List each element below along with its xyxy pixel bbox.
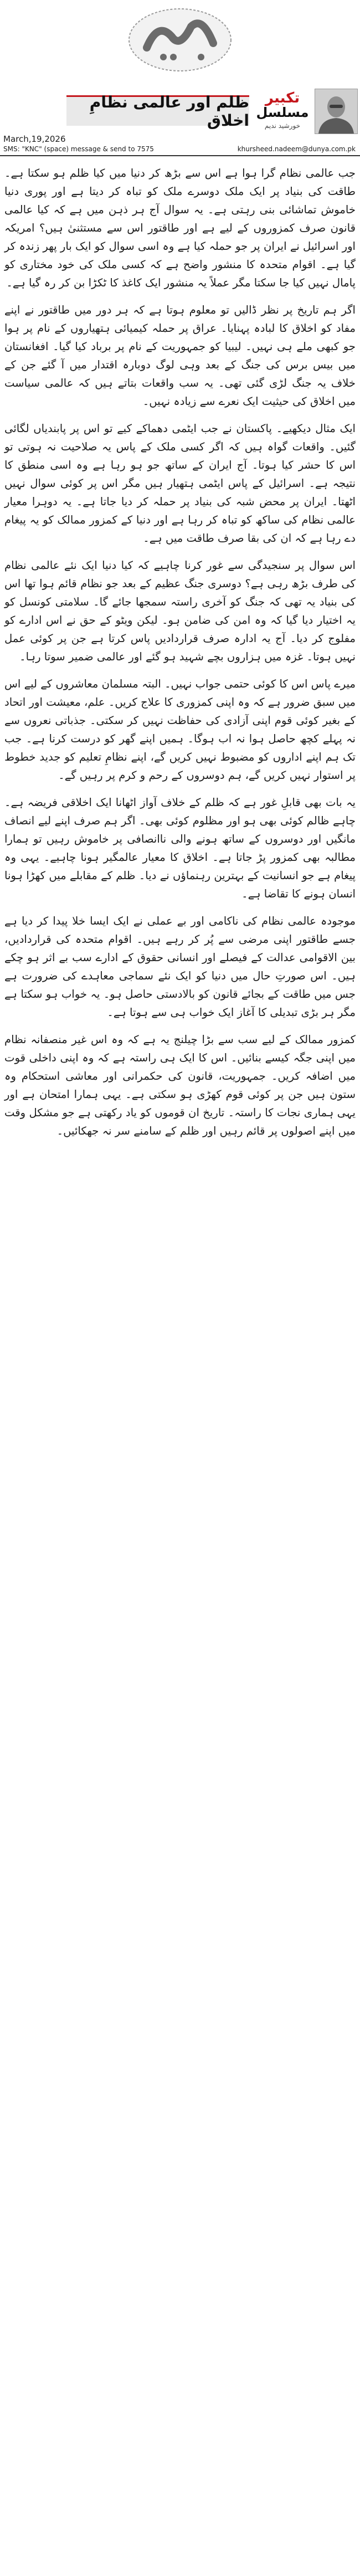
paragraph: میرے پاس اس کا کوئی حتمی جواب نہیں۔ البتہ مسلمان معاشروں کے لیے اس میں سبق ضرور ہے کہ وہ اپنی کمزوری کا علاج کریں۔ علم، معیشت اور اتحاد کے بغیر کوئی قوم اپنی آزادی کی حفاظت نہیں کر سکتی۔ جذباتی نعروں سے نہ پہلے کچھ حاصل ہوا نہ اب ہوگا۔ ہمیں اپنے گھر کو درست کرنا ہے۔ جب تک ہم اپنے اداروں کو مضبوط نہیں کریں گے، اپنے نظامِ تعلیم کو جدید خطوط پر استوار نہیں کریں گے، ہم دوسروں کے رحم و کرم پر رہیں گے۔ [4,678,356,782]
paragraph: جب عالمی نظام گرا ہوا ہے اس سے بڑھ کر دنیا میں کیا ظلم ہو سکتا ہے۔ طاقت کی بنیاد پر ایک ملک دوسرے ملک کو تباہ کر دیتا ہے اور پوری دنیا خاموش تماشائی بنی رہتی ہے۔ یہ سوال آج ہر ذہن میں ہے کہ کیا عالمی قانون صرف کمزوروں کے لیے ہے اور طاقتور اس سے مستثنیٰ ہیں؟ امریکہ اور اسرائیل نے ایران پر جو حملہ کیا ہے وہ اسی سوال کو ایک بار پھر زندہ کر گیا ہے۔ اقوام متحدہ کا منشور واضح ہے کہ کسی ملک کی خود مختاری کو پامال نہیں کیا جا سکتا مگر عملاً یہ منشور ایک کاغذ کا ٹکڑا بن کر رہ گیا ہے۔ [4,167,356,289]
author-portrait-icon [315,89,357,134]
column-name: تکبیر [265,89,300,106]
paragraph: کمزور ممالک کے لیے سب سے بڑا چیلنج یہ ہے کہ وہ اس غیر منصفانہ نظام میں اپنی جگہ کیسے بنائیں۔ اس کا ایک ہی راستہ ہے کہ وہ اپنی داخلی قوت میں اضافہ کریں۔ جمہوریت، قانون کی حکمرانی اور معاشی استحکام وہ ستون ہیں جن پر کوئی قوم کھڑی ہو سکتی ہے۔ یہی ہمارا امتحان ہے اور یہی ہماری نجات کا راستہ۔ تاریخ ان قوموں کو یاد رکھتی ہے جو مشکل وقت میں اپنے اصولوں پر قائم رہیں اور ظلم کے سامنے سر نہ جھکائیں۔ [4,1033,356,1137]
column-body [4,164,356,1149]
author-photo [315,89,358,134]
paragraph: ایک مثال دیکھیے۔ پاکستان نے جب ایٹمی دھماکے کیے تو اس پر پابندیاں لگائی گئیں۔ واقعات گواہ ہیں کہ اگر کسی ملک کے پاس یہ صلاحیت نہ ہوتی تو اس کا حشر کیا ہوتا۔ آج ایران کے ساتھ جو ہو رہا ہے وہ اسی منطق کا نتیجہ ہے۔ اسرائیل کے پاس ایٹمی ہتھیار ہیں مگر اس پر کوئی سوال نہیں اٹھتا۔ ایران پر محض شبہ کی بنیاد پر حملہ کر دیا جاتا ہے۔ یہ دوہرا معیار عالمی نظام کی ساکھ کو تباہ کر رہا ہے اور دنیا کے کمزور ممالک کو یہ پیغام دے رہا ہے کہ ان کی بقا صرف طاقت میں ہے۔ [4,422,356,545]
headline-banner [66,93,249,130]
dunya-logo [125,4,235,75]
paragraph: موجودہ عالمی نظام کی ناکامی اور بے عملی نے ایک ایسا خلا پیدا کر دیا ہے جسے طاقتور اپنی مرضی سے پُر کر رہے ہیں۔ اقوام متحدہ کی قراردادیں، بین الاقوامی عدالت کے فیصلے اور انسانی حقوق کے ادارے سب بے اثر ہو چکے ہیں۔ اس صورتِ حال میں دنیا کو ایک نئے سماجی معاہدے کی ضرورت ہے جس میں طاقت کے بجائے قانون کو بالادستی حاصل ہو۔ یہ خواب ہو سکتا ہے مگر ہر بڑی تبدیلی کا آغاز ایک خواب ہی سے ہوتا ہے۔ [4,915,356,1019]
sms-info: SMS: "KNC" (space) message & send to 7575 [3,145,154,153]
column-badge [255,89,310,132]
author-email[interactable]: khursheed.nadeem@dunya.com.pk [237,145,356,153]
publish-date: March,19,2026 [3,134,66,144]
paragraph: اس سوال پر سنجیدگی سے غور کرنا چاہیے کہ کیا دنیا ایک نئے عالمی نظام کی طرف بڑھ رہی ہے؟ دوسری جنگ عظیم کے بعد جو نظام قائم ہوا تھا اس کی بنیاد یہ تھی کہ جنگ کو آخری راستہ سمجھا جائے گا۔ سلامتی کونسل کو یہ اختیار دیا گیا کہ وہ امن کی ضامن ہو۔ لیکن ویٹو کے حق نے اس ادارے کو مفلوج کر دیا۔ آج یہ ادارہ صرف قراردادیں پاس کرتا ہے جن پر کوئی عمل نہیں ہوتا۔ غزہ میں ہزاروں بچے شہید ہو گئے اور عالمی ضمیر سوتا رہا۔ [4,559,356,663]
header-divider [0,155,360,156]
paragraph: یہ بات بھی قابلِ غور ہے کہ ظلم کے خلاف آواز اٹھانا ایک اخلاقی فریضہ ہے۔ چاہے ظالم کوئی بھی ہو اور مظلوم کوئی بھی۔ اگر ہم صرف اپنے لیے انصاف مانگیں اور دوسروں کے ساتھ ہونے والی ناانصافی پر خاموش رہیں تو ہمارا مطالبہ بھی کمزور پڑ جاتا ہے۔ اخلاق کا معیار عالمگیر ہونا چاہیے۔ یہی وہ پیغام ہے جو انسانیت کے بہترین رہنماؤں نے دیا۔ ظلم کے مقابلے میں کھڑا ہونا انسان ہونے کا تقاضا ہے۔ [4,796,356,900]
column-subtitle: مسلسل [256,104,309,120]
paragraph: اگر ہم تاریخ پر نظر ڈالیں تو معلوم ہوتا ہے کہ ہر دور میں طاقتور نے اپنے مفاد کو اخلاق کا لبادہ پہنایا۔ عراق پر حملہ کیمیائی ہتھیاروں کے نام پر ہوا جو کبھی ملے ہی نہیں۔ لیبیا کو جمہوریت کے نام پر برباد کیا گیا۔ افغانستان میں بیس برس کی جنگ کے بعد وہی لوگ دوبارہ اقتدار میں آ گئے جن کے خلاف یہ جنگ لڑی گئی تھی۔ یہ سب واقعات بتاتے ہیں کہ عالمی سیاست میں اخلاق کی حیثیت ایک نعرے سے زیادہ نہیں۔ [4,304,356,408]
author-name: خورشید ندیم [264,122,301,130]
column-title: ظلم اور عالمی نظامِ اخلاق [89,93,249,130]
column-header [0,0,360,166]
